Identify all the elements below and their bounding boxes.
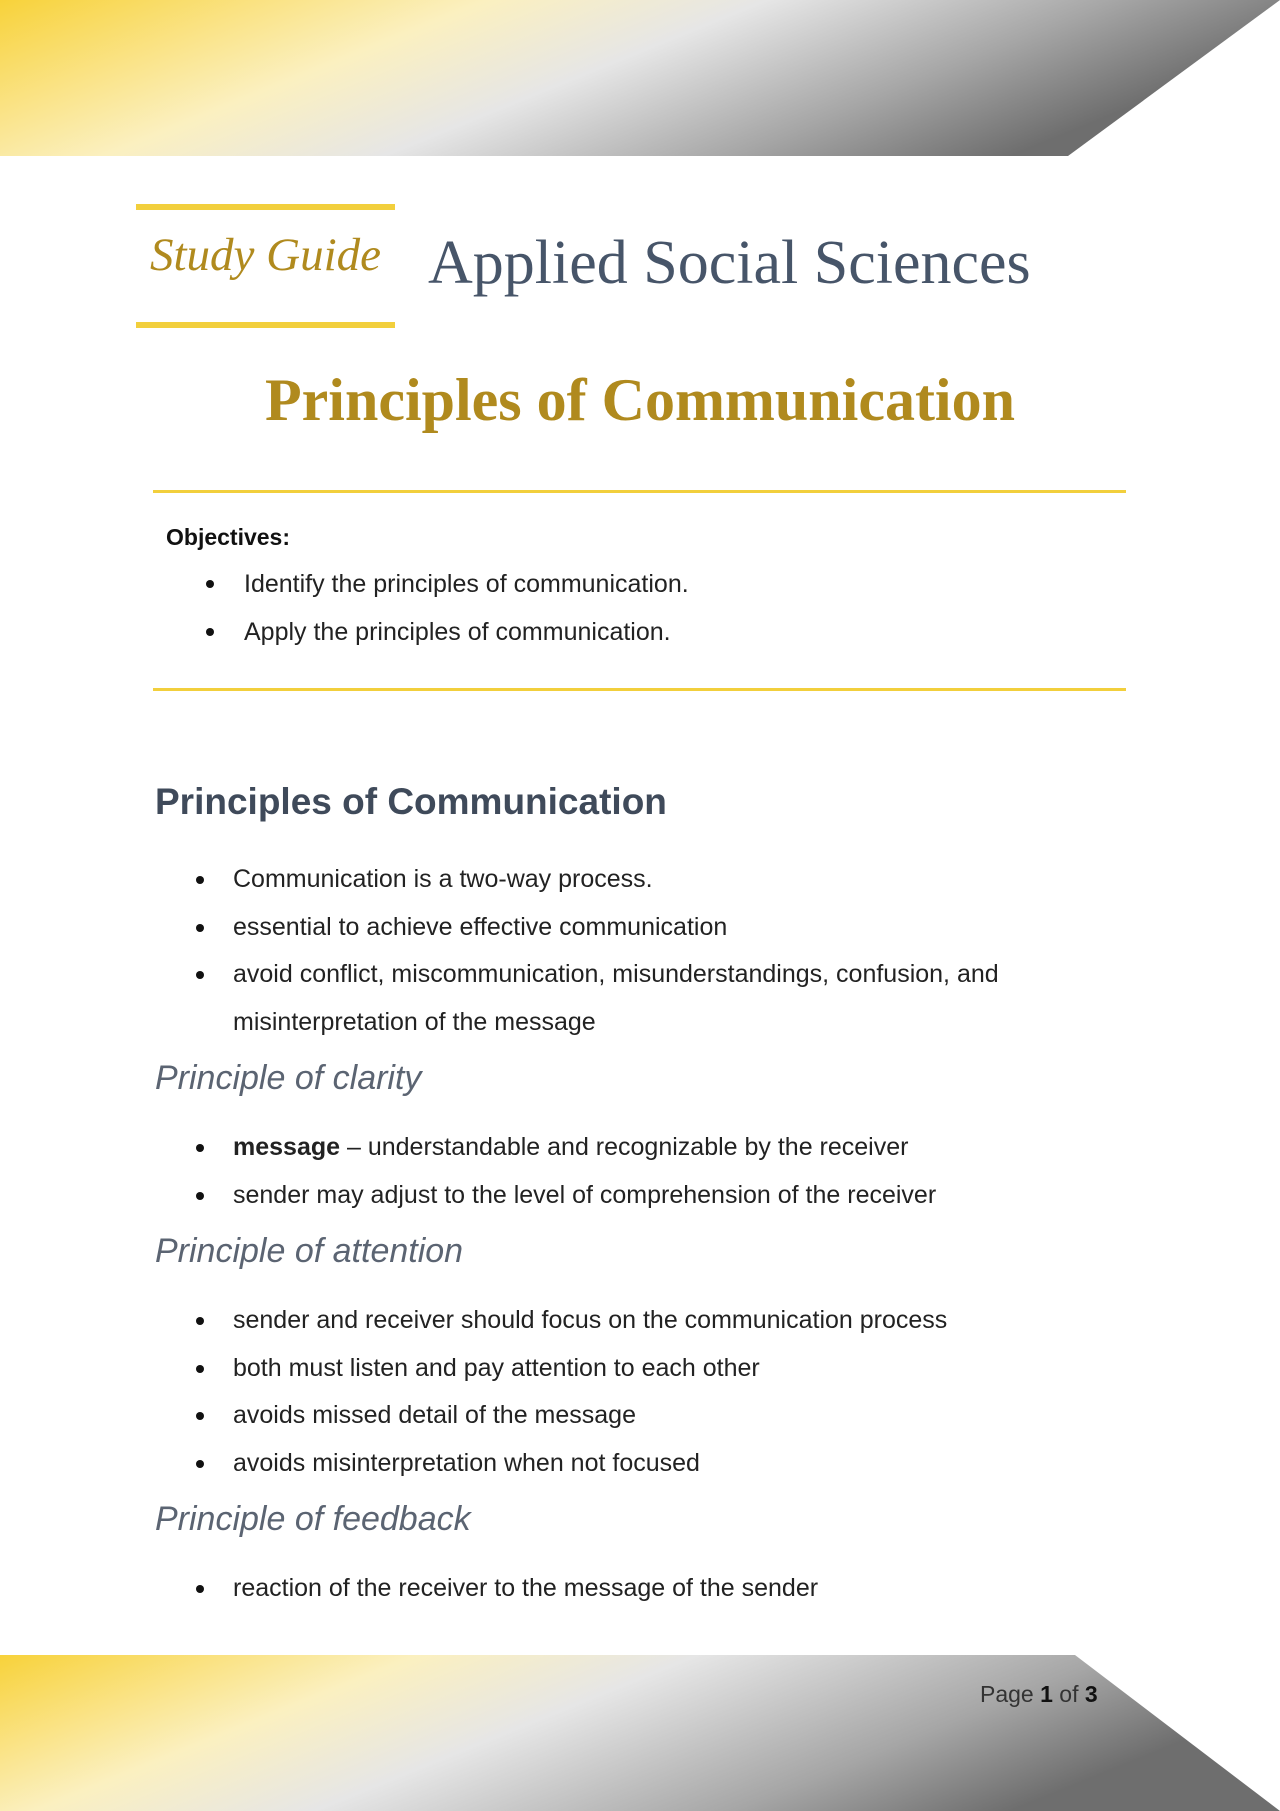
header-decor-band bbox=[0, 0, 1280, 160]
principle-heading: Principle of clarity bbox=[155, 1059, 422, 1097]
objective-item: Apply the principles of communication. bbox=[166, 608, 1106, 656]
principles-sections bbox=[155, 1056, 1115, 1613]
item-text: sender and receiver should focus on the communication process bbox=[233, 1306, 948, 1334]
objective-item: Identify the principles of communication. bbox=[166, 560, 1106, 608]
item-text: avoids missed detail of the message bbox=[233, 1401, 636, 1429]
item-text: both must listen and pay attention to each other bbox=[233, 1353, 760, 1382]
item-text: – understandable and recognizable by the receiver bbox=[340, 1133, 909, 1161]
main-content bbox=[155, 772, 1115, 1619]
list-item: Communication is a two-way process. bbox=[155, 856, 1115, 904]
page-number bbox=[980, 1681, 1098, 1708]
principle-heading: Principle of attention bbox=[155, 1232, 464, 1270]
list-item bbox=[155, 1124, 1115, 1172]
section-heading: Principles of Communication bbox=[155, 781, 667, 822]
page-word: Page bbox=[980, 1681, 1034, 1707]
list-item bbox=[155, 1392, 1115, 1440]
intro-list bbox=[155, 856, 1115, 1046]
footer-decor-band bbox=[0, 1655, 1280, 1811]
study-guide-badge bbox=[136, 204, 395, 328]
principle-list bbox=[155, 1297, 1115, 1487]
item-text: sender may adjust to the level of comprehension of the receiver bbox=[233, 1180, 937, 1209]
list-item: avoid conflict, miscommunication, misunderstandings, confusion, and misinterpretation of the message bbox=[155, 951, 1115, 1046]
course-title: Applied Social Sciences bbox=[428, 229, 1031, 297]
list-item bbox=[155, 1565, 1115, 1613]
list-item bbox=[155, 1297, 1115, 1345]
list-item bbox=[155, 1440, 1115, 1488]
item-text: avoids misinterpretation when not focused bbox=[233, 1448, 700, 1477]
item-text: reaction of the receiver to the message of the sender bbox=[233, 1574, 819, 1602]
study-guide-label: Study Guide bbox=[149, 229, 382, 281]
principle-list bbox=[155, 1565, 1115, 1613]
objectives-label: Objectives: bbox=[166, 524, 290, 550]
objectives-list bbox=[166, 560, 1106, 656]
page-total: 3 bbox=[1084, 1681, 1098, 1707]
list-item bbox=[155, 1345, 1115, 1393]
page-current: 1 bbox=[1040, 1681, 1053, 1707]
of-word: of bbox=[1059, 1681, 1079, 1707]
list-item bbox=[155, 1172, 1115, 1220]
page-title: Principles of Communication bbox=[265, 367, 1015, 433]
principle-list bbox=[155, 1124, 1115, 1219]
principle-heading: Principle of feedback bbox=[155, 1500, 471, 1538]
term: message bbox=[233, 1133, 341, 1161]
divider-top bbox=[153, 490, 1126, 493]
divider-bottom bbox=[153, 688, 1126, 691]
list-item: essential to achieve effective communication bbox=[155, 904, 1115, 952]
